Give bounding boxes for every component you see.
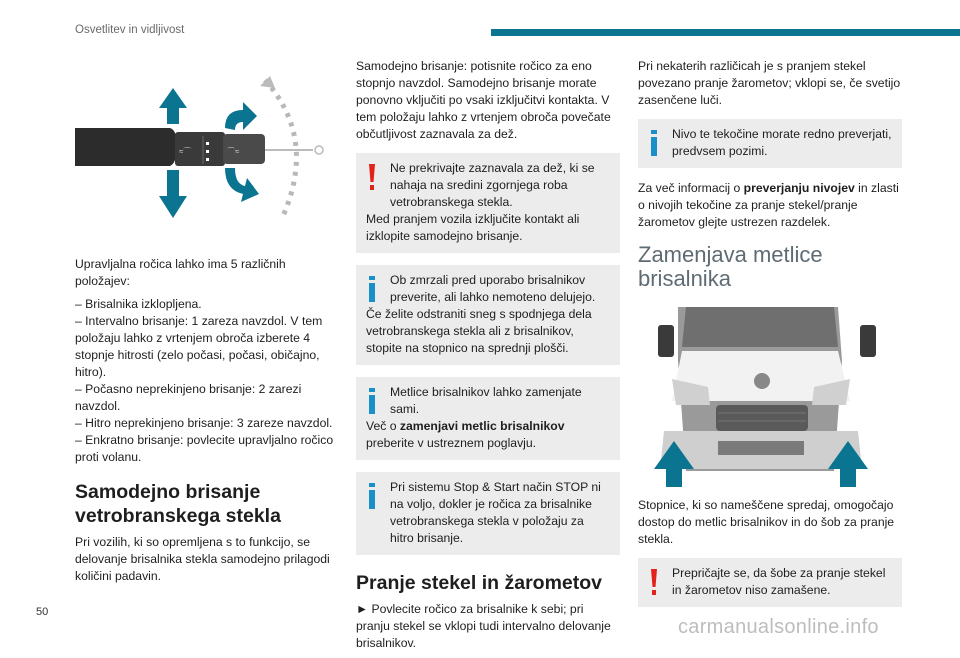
page-header-title: Osvetlitev in vidljivost — [75, 24, 185, 36]
watermark: carmanualsonline.info — [678, 616, 879, 638]
van-front-figure — [638, 301, 902, 491]
list-item: – Brisalnika izklopljena. — [75, 297, 202, 311]
list-item: – Enkratno brisanje: povlecite upravljalno ročico proti volanu. — [75, 433, 334, 464]
note-line: Prepričajte se, da šobe za pranje stekel in žarometov niso zamašene. — [672, 566, 886, 597]
blade-replacement-link-text: zamenjavi metlic brisalnikov — [399, 419, 565, 433]
info-icon — [366, 481, 378, 511]
left-column — [75, 58, 337, 591]
section-heading-blade-replacement: Zamenjava metlice brisalnika — [638, 242, 823, 291]
note-line: Če želite odstraniti sneg s spodnjega dela vetrobranskega stekla ali z brisalnikov, stopite na stopnico na sprednji plošči. — [366, 307, 592, 355]
note-line: Pri sistemu Stop & Start način STOP ni na voljo, dokler je ročica za brisalnike vetrobranskega stekla v položaju za hitro brisanje. — [390, 480, 601, 545]
steps-paragraph: Stopnice, ki so nameščene spredaj, omogočajo dostop do metlic brisalnikov in do šob za pranje stekla. — [638, 498, 895, 546]
info-icon — [366, 274, 378, 304]
note-text: Več o — [366, 419, 400, 433]
warning-icon — [366, 162, 378, 192]
headlamp-wash-paragraph: Pri nekaterih različicah je s pranjem stekel povezano pranje žarometov; vklopi se, če svetijo zasenčene luči. — [638, 59, 901, 107]
note-line: Metlice brisalnikov lahko zamenjate sami. — [390, 385, 582, 416]
wiper-stalk-figure — [75, 58, 337, 248]
stalk-positions-list — [75, 296, 337, 466]
svg-text:≈⌒: ≈⌒ — [179, 147, 192, 156]
text: in zlasti o nivojih tekočine za pranje stekel/pranje žarometov glejte ustrezen razdelek. — [638, 181, 899, 229]
middle-column — [356, 58, 620, 658]
info-note-frost — [356, 265, 620, 365]
washing-paragraph: ► Povlecite ročico za brisalnike k sebi; pri pranju stekel se vklopi tudi intervalno delovanje brisalnikov. — [356, 602, 611, 650]
info-icon — [366, 386, 378, 416]
info-icon — [648, 128, 660, 158]
note-text: preberite v ustreznem poglavju. — [366, 436, 537, 450]
note-line — [366, 418, 610, 452]
page-number: 50 — [36, 606, 49, 618]
warning-note-nozzles — [638, 558, 902, 607]
warning-icon — [648, 567, 660, 597]
stalk-positions-intro: Upravljalna ročica lahko ima 5 različnih položajev: — [75, 257, 286, 288]
section-heading-auto-wipe: Samodejno brisanje vetrobranskega stekla — [75, 481, 281, 527]
list-item: – Počasno neprekinjeno brisanje: 2 zarezi navzdol. — [75, 382, 302, 413]
list-item: – Hitro neprekinjeno brisanje: 3 zareze navzdol. — [75, 416, 333, 430]
svg-text:⌒≈: ⌒≈ — [227, 147, 240, 156]
note-line: Ne prekrivajte zaznavala za dež, ki se nahaja na sredini zgornjega roba vetrobranskega stekla. — [390, 161, 595, 209]
auto-wipe-instructions: Samodejno brisanje: potisnite ročico za eno stopnjo navzdol. Samodejno brisanje morate ponovno vključiti po vsaki izključitvi kontakta. V tem položaju lahko z vrtenjem obroča povečate občutljivost zaznavala za dež. — [356, 59, 611, 141]
note-line: Nivo te tekočine morate redno preverjati, predvsem pozimi. — [672, 127, 892, 158]
section-heading-washing: Pranje stekel in žarometov — [356, 572, 603, 594]
more-info-paragraph — [638, 180, 902, 231]
check-levels-link-text: preverjanju nivojev — [743, 181, 855, 195]
info-note-stop-start — [356, 472, 620, 555]
right-column — [638, 58, 902, 619]
header-accent-bar — [491, 29, 960, 36]
warning-note-rain-sensor — [356, 153, 620, 253]
text: Za več informacij o — [638, 181, 744, 195]
list-item: – Intervalno brisanje: 1 zareza navzdol. V tem položaju lahko z vrtenjem obroča izberete 4 stopnje hitrosti (zelo počasi, počasi, običajno, hitro). — [75, 314, 323, 379]
auto-wipe-paragraph: Pri vozilih, ki so opremljena s to funkcijo, se delovanje brisalnika stekla samodejno prilagodi količini padavin. — [75, 535, 330, 583]
info-note-blades — [356, 377, 620, 460]
note-line: Med pranjem vozila izključite kontakt ali izklopite samodejno brisanje. — [366, 212, 580, 243]
info-note-fluid-level — [638, 119, 902, 168]
note-line: Ob zmrzali pred uporabo brisalnikov preverite, ali lahko nemoteno delujejo. — [390, 273, 596, 304]
